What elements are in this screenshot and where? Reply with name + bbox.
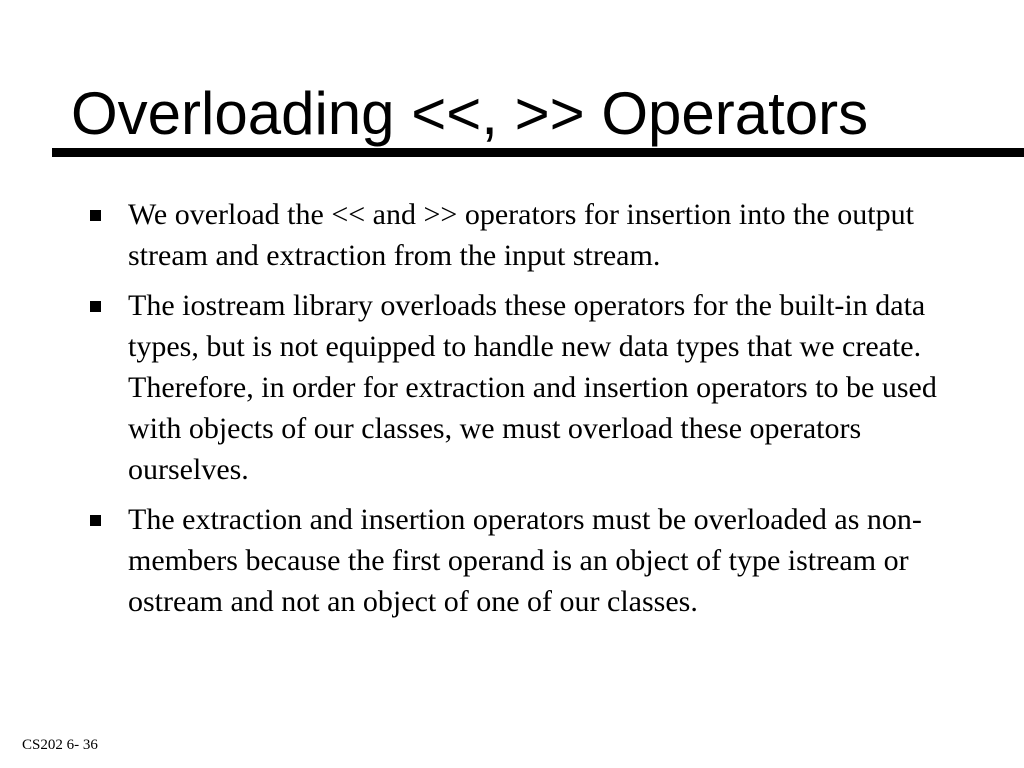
bullet-item — [90, 194, 970, 276]
slide-title: Overloading <<, >> Operators — [71, 80, 869, 147]
bullet-text: The iostream library overloads these operators for the built-in data types, but is not equipped to handle new data types that we create. Therefore, in order for extraction and insertion operators to be used with objects of our classes, we must overload these operators ourselves. — [128, 289, 937, 486]
bullet-list — [90, 194, 970, 631]
slide-footer: CS202 6- 36 — [22, 737, 98, 753]
bullet-item — [90, 285, 970, 490]
bullet-text: We overload the << and >> operators for insertion into the output stream and extraction from the input stream. — [128, 198, 914, 272]
square-bullet-icon — [90, 515, 101, 526]
bullet-text: The extraction and insertion operators must be overloaded as non-members because the first operand is an object of type istream or ostream and not an object of one of our classes. — [128, 503, 922, 618]
square-bullet-icon — [90, 301, 101, 312]
square-bullet-icon — [90, 210, 101, 221]
bullet-item — [90, 499, 970, 622]
title-underline — [52, 148, 1024, 157]
